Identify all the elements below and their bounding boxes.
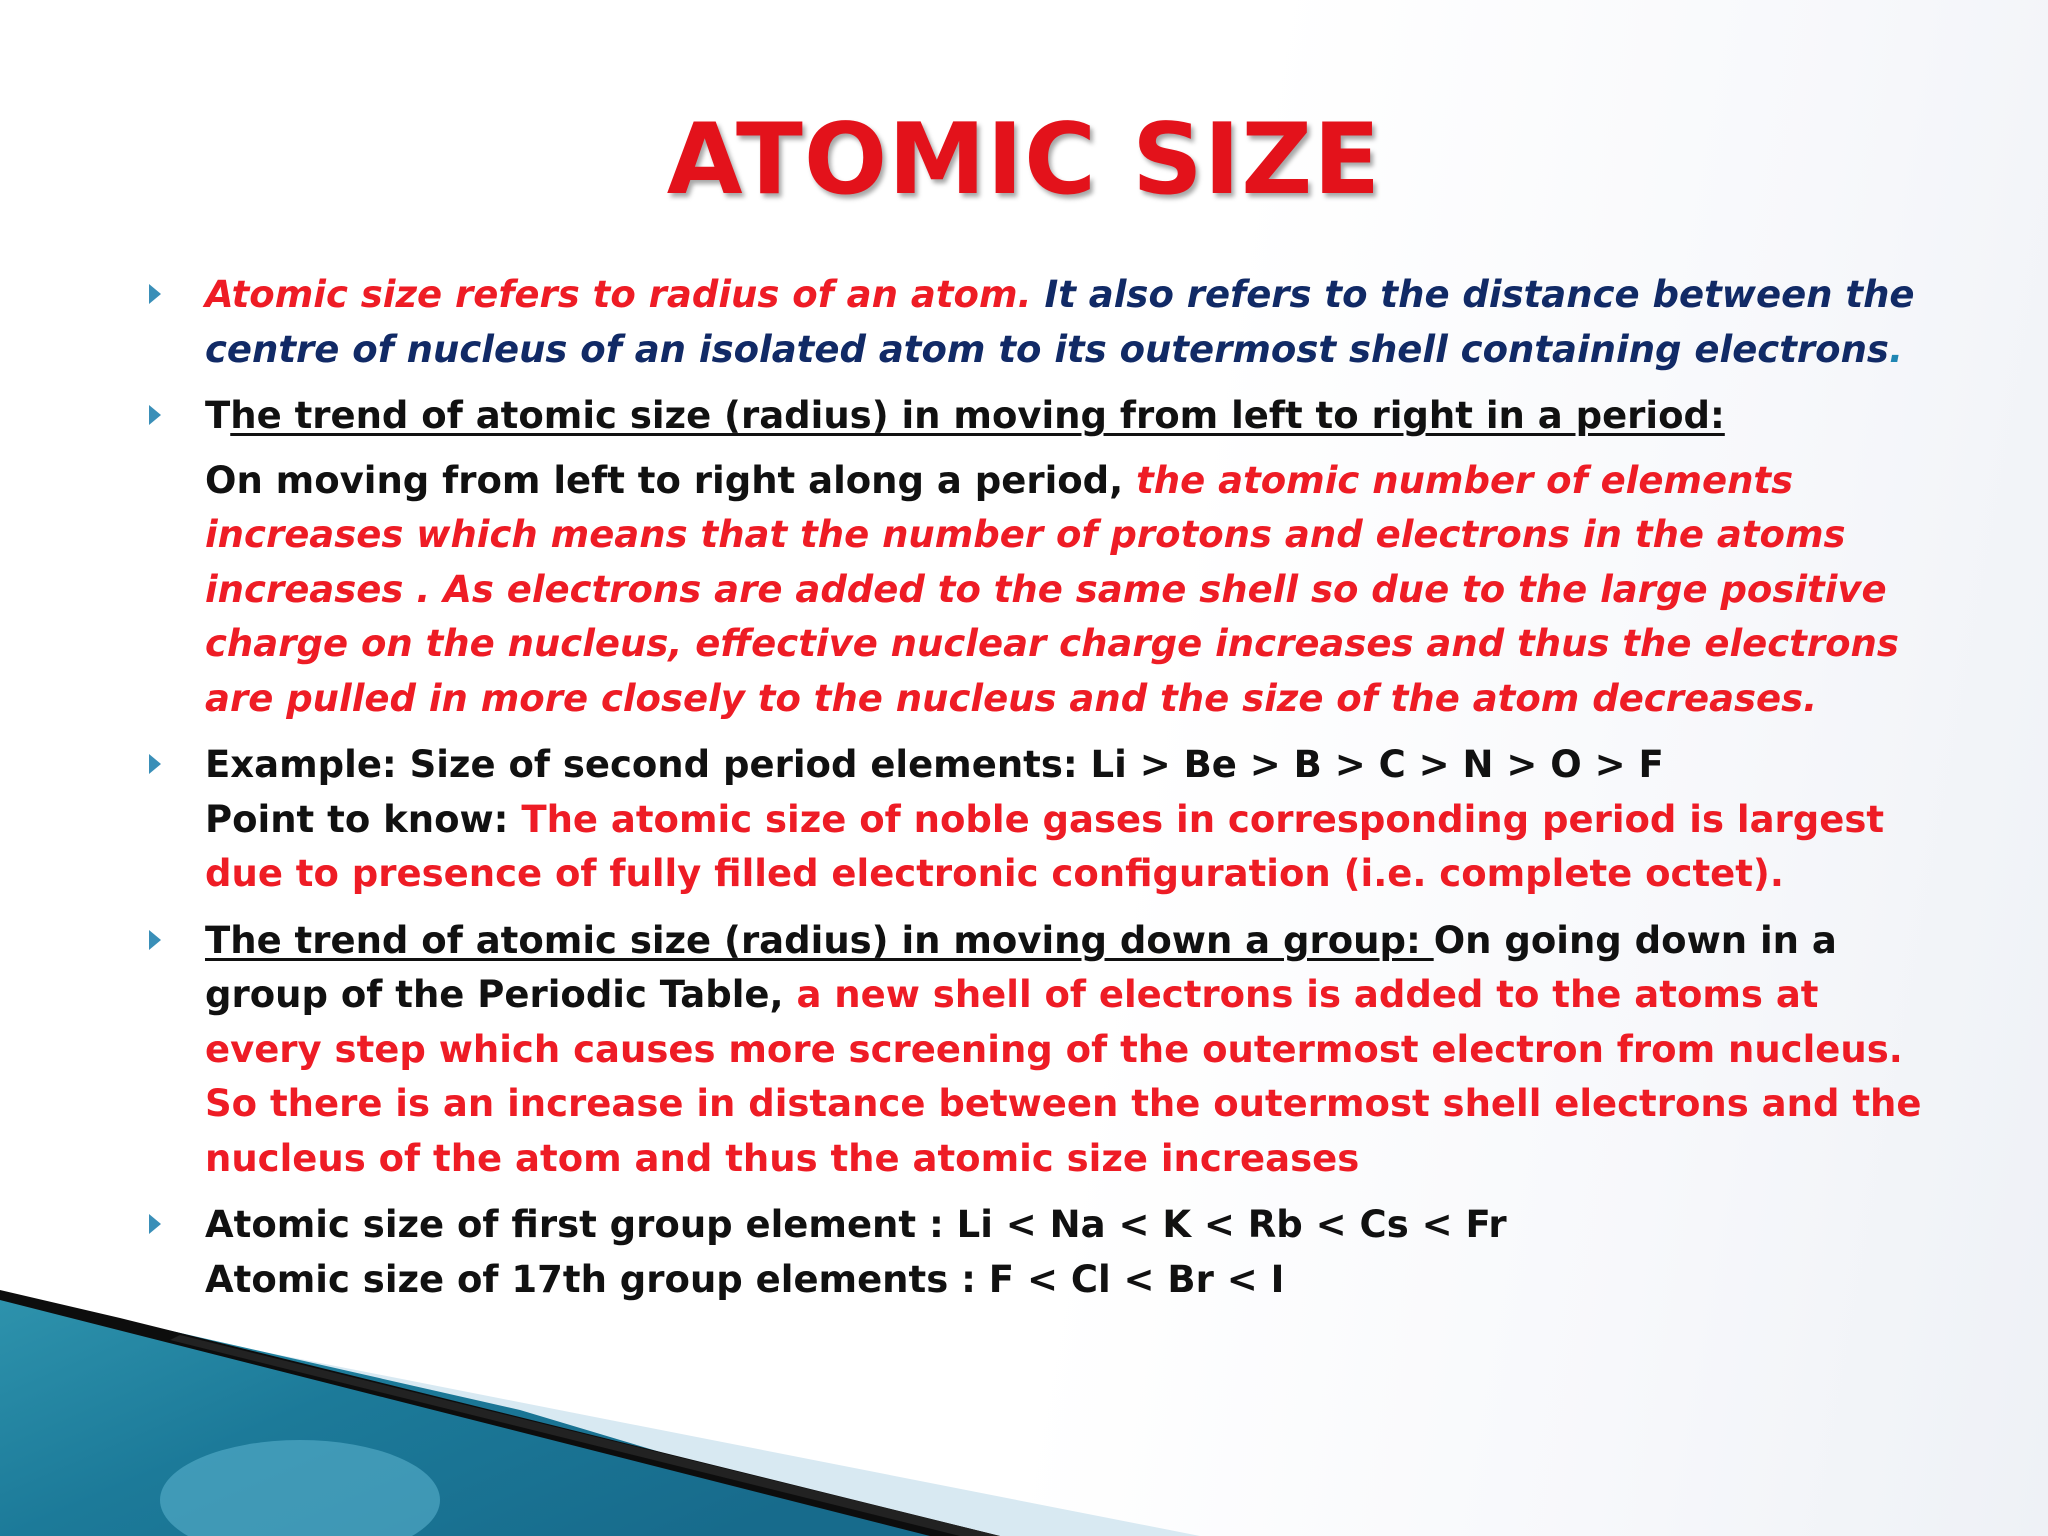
point-label: Point to know: (205, 797, 522, 841)
period-trend-paragraph (205, 454, 1925, 727)
definition-dot: . (1888, 327, 1903, 371)
triangle-right-icon (149, 284, 161, 304)
triangle-right-icon (149, 930, 161, 950)
definition-red-text: Atomic size refers to radius of an atom. (205, 273, 1032, 316)
bullet-definition (205, 268, 1925, 377)
period-paragraph-red: the atomic number of elements increases which means that the number of protons and electrons in the atoms increases . As electrons are added to the same shell so due to the large positive charge on the nucleus, effective nuclear charge increases and thus the electrons are pulled in more closely to the nucleus and the size of the atom decreases. (205, 458, 1899, 720)
triangle-right-icon (149, 1214, 161, 1234)
group-black-text: On going down in a group of the Periodic Table, (205, 918, 1837, 1016)
first-group-order: Atomic size of first group element : Li < Na < K < Rb < Cs < Fr (205, 1203, 1507, 1246)
bullet-example (205, 738, 1925, 902)
group-17-order: Atomic size of 17th group elements : F < Cl < Br < I (205, 1257, 1285, 1301)
triangle-right-icon (149, 405, 161, 425)
slide-title: ATOMIC SIZE (666, 103, 1382, 217)
example-text: Example: Size of second period elements: Li > Be > B > C > N > O > F (205, 743, 1664, 786)
period-heading-text: he trend of atomic size (radius) in moving from left to right in a period: (230, 394, 1725, 437)
bullet-group-trend (205, 914, 1925, 1187)
slide-content (205, 268, 1925, 1319)
period-paragraph-black: On moving from left to right along a period, (205, 458, 1137, 502)
definition-navy-text: It also refers to the distance between the centre of nucleus of an isolated atom to its outermost shell containing electrons (205, 273, 1915, 371)
point-red-text: The atomic size of noble gases in corresponding period is largest due to presence of fully filled electronic configuration (i.e. complete octet). (205, 797, 1885, 895)
bullet-period-trend-heading (205, 389, 1925, 444)
group-heading: The trend of atomic size (radius) in moving down a group: (205, 918, 1434, 962)
group-red-text: a new shell of electrons is added to the atoms at every step which causes more screening of the outermost electron from nucleus. So there is an increase in distance between the outermost shell electrons and the nucleus of the atom and thus the atomic size increases (205, 973, 1922, 1180)
bullet-group-examples (205, 1198, 1925, 1307)
period-heading-first-letter: T (205, 394, 231, 437)
triangle-right-icon (149, 754, 161, 774)
